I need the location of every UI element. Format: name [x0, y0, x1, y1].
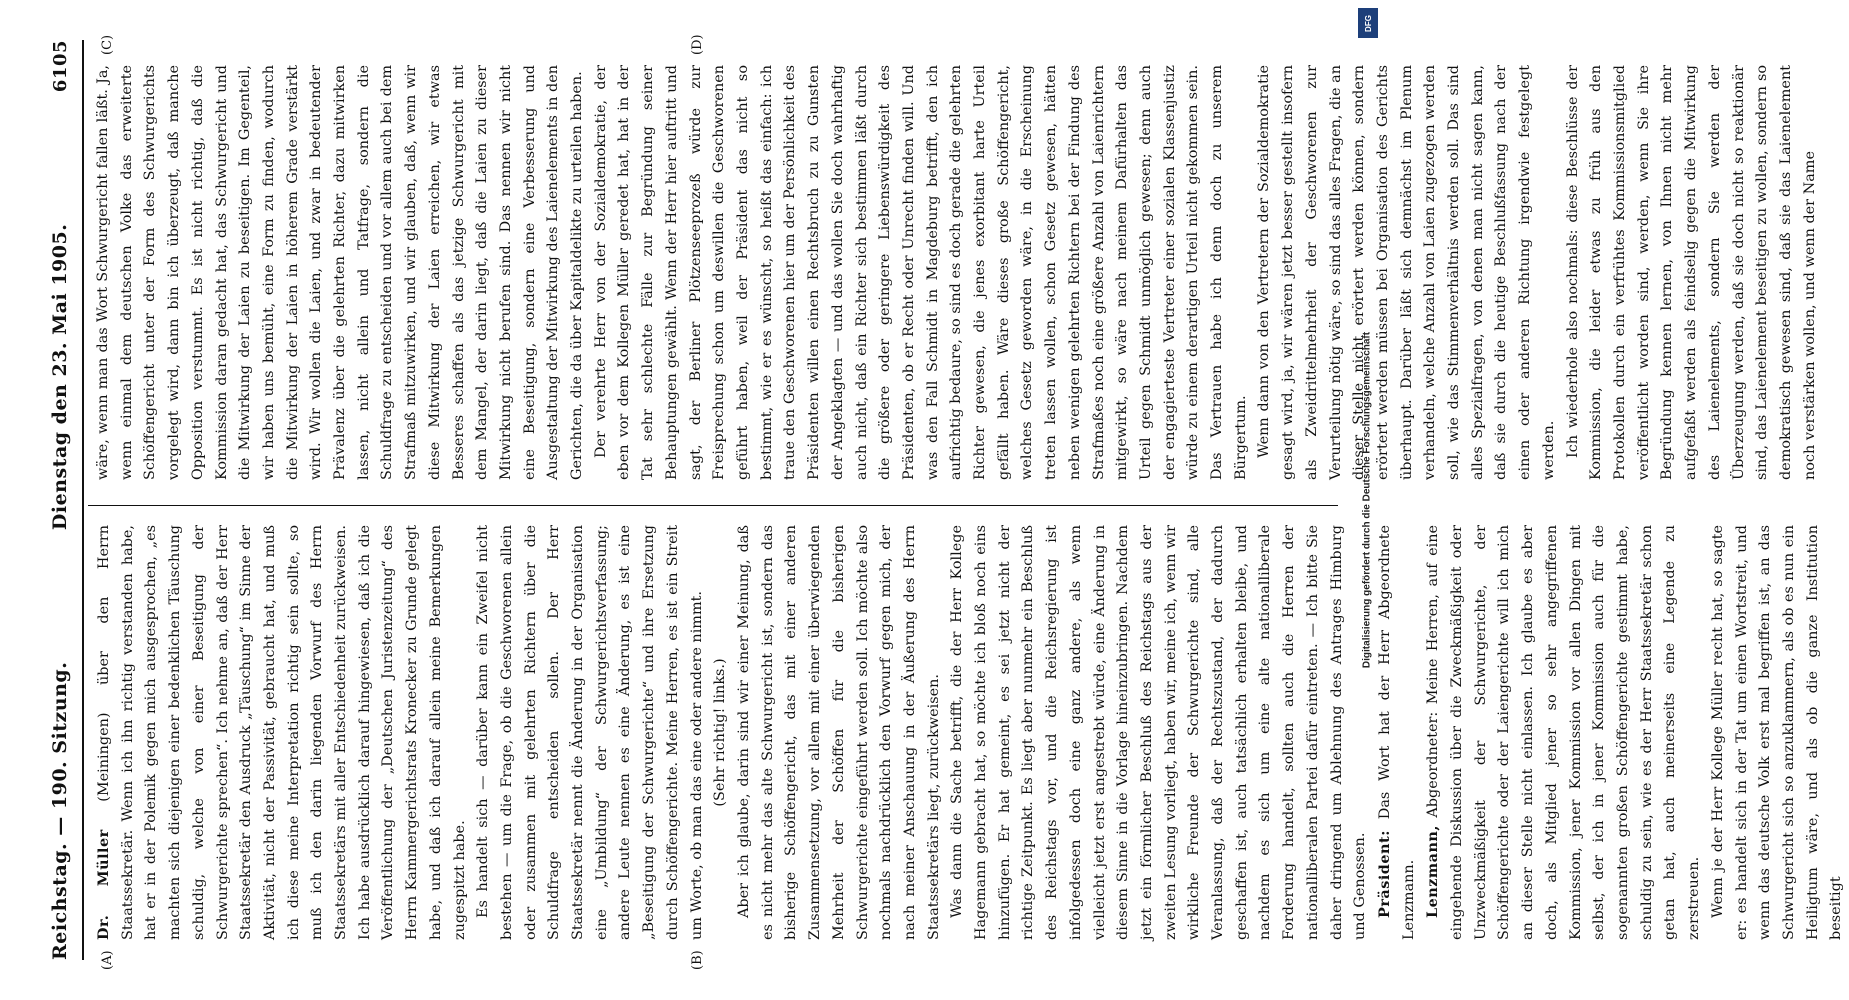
speaker-name: Dr. Müller [95, 829, 112, 940]
paragraph: Es handelt sich — darüber kann ein Zweifel nicht bestehen — um die Frage, ob die Geschworenen allein oder zusammen mit gelehrten Richtern über die Schuldfrage entscheiden sollen. Der Herr Staatssekretär nennt die Änderung in der Organisation eine „Umbildung“ der Schwurgerichtsverfassung; andere Leute nennen es eine Änderung, es ist eine „Beseitigung der Schwurgerichte“ und ihre Ersetzung durch Schöffengerichte. Meine Herren, es ist ein Streit um Worte, ob man das eine oder andere nimmt. [475, 525, 705, 940]
header-date: Dienstag den 23. Mai 1905. [49, 223, 71, 531]
left-column [92, 524, 1845, 940]
margin-mark-c: (C) [100, 34, 115, 55]
paragraph-text: Das Wort hat der Herr Abgeordnete Lenzmann. [1376, 524, 1417, 940]
speaker-name: Präsident: [1375, 830, 1393, 918]
paragraph: Wenn je der Herr Kollege Müller recht hat, so sagte er: es handelt sich in der Tat um einen Wortstreit, und wenn das deutsche Volk erst mal begriffen ist, an das Schwurgericht sich so anzuklammern, als ob es nun ein Heiligtum wäre, und als ob die ganze Institution beseitigt [1709, 525, 1845, 940]
reaction: (Sehr richtig! links.) [712, 658, 729, 807]
paragraph [1373, 525, 1421, 940]
digitization-credit [1359, 20, 1375, 980]
margin-mark-b: (B) [690, 950, 705, 970]
paragraph [92, 525, 472, 940]
paragraph: Was dann die Sache betrifft, die der Herr Kollege Hagemann gebracht hat, so möchte ich bloß noch eins hinzufügen. Er hat gemeint, es sei jetzt nicht der richtige Zeitpunkt. Es liegt aber nunmehr ein Beschluß des Reichstags vor, und die Reichsregierung ist infolgedessen doch eine ganz andere, als wenn vielleicht jetzt erst angestrebt würde, eine Änderung in diesem Sinne in die Vorlage hineinzubringen. Nachdem jetzt ein förmlicher Beschluß des Reichstags aus der zweiten Lesung vorliegt, haben wir, meine ich, wenn wir wirkliche Freunde der Schwurgerichte sind, alle Veranlassung, daß der Rechtszustand, der dadurch geschaffen ist, auch tatsächlich erhalten bleibe, und nachdem es sich um eine alte nationalliberale Forderung handelt, sollten auch die Herren der nationalliberalen Partei dafür eintreten. — Ich bitte Sie daher dringend um Ablehnung des Antrages Himburg und Genossen. [949, 525, 1369, 940]
right-column [92, 65, 1818, 480]
header-session: Reichstag. — 190. Sitzung. [49, 661, 71, 960]
paragraph [1421, 525, 1706, 940]
speaker-constituency: (Meiningen) [96, 712, 112, 802]
credit-text: Digitalisierung gefördert durch die Deutsche Forschungsgemeinschaft [1361, 331, 1373, 669]
speaker-name: Lenzmann, [1424, 825, 1442, 918]
page-header [40, 40, 80, 960]
column-divider [88, 505, 1338, 506]
paragraph-text: Abgeordneter: Meine Herren, auf eine eingehende Diskussion über die Zweckmäßigkeit oder Unzweckmäßigkeit der Schwurgerichte, der Schöffengerichte oder der Laiengerichte will ich mich an dieser Stelle nicht einlassen. Ich glaube es aber doch, als Mitglied jener so sehr angegriffenen Kommission, jener Kommission vor allen Dingen mit selbst, der ich in jener Kommission auch für die sogenannten großen Schöffengerichte gestimmt habe, schuldig zu sein, wie es der Herr Staatssekretär schon getan hat, auch meinerseits eine Legende zu zerstreuen. [1425, 525, 1703, 940]
paragraph-text: über den Herrn Staatssekretär. Wenn ich ihn richtig verstanden habe, hat er in der Polemik gegen mich ausgesprochen, „es machten sich diejenigen einer bedenklichen Täuschung schuldig, welche von einer Beseitigung der Schwurgerichte sprechen“. Ich nehme an, daß der Herr Staatssekretär den Ausdruck „Täuschung“ im Sinne der Aktivität, nicht der Passivität, gebraucht hat, und muß ich diese meine Interpretation richtig sein sollte, so muß ich den darin liegenden Vorwurf des Herrn Staatssekretärs mit aller Entschiedenheit zurückweisen. Ich habe ausdrücklich darauf hingewiesen, daß ich die Veröffentlichung der „Deutschen Juristenzeitung“ des Herrn Kammergerichtsrats Kronecker zu Grunde gelegt habe, und daß ich darauf allein meine Bemerkungen zugespitzt habe. [96, 525, 468, 940]
paragraph: Ich wiederhole also nochmals: diese Beschlüsse der Kommission, die leider etwas zu früh aus den Protokollen durch ein verfrühtes Kommissionsmitglied veröffentlicht worden sind, werden, wenn Sie ihre Begründung kennen lernen, von Ihnen nicht mehr aufgefaßt werden als feindselig gegen die Mitwirkung des Laienelements, sondern Sie werden der Überzeugung werden, daß sie doch nicht so reaktionär sind, das Laienelement beseitigen zu wollen, sondern so demokratisch gewesen sind, daß sie das Laienelement noch verstärken wollen, und wenn der Name [1564, 65, 1818, 480]
page-number: 6105 [49, 40, 71, 93]
header-rule [82, 40, 84, 960]
dfg-logo: DFG [1358, 8, 1378, 38]
paragraph: Aber ich glaube, darin sind wir einer Meinung, daß es nicht mehr das alte Schwurgericht ist, sondern das bisherige Schöffengericht, das mit einer anderen Zusammensetzung, vor allem mit einer überwiegenden Mehrheit der Schöffen für die bisherigen Schwurgerichte eingeführt werden soll. Ich möchte also nochmals nachdrücklich den Vorwurf gegen mich, der nach meiner Anschauung in der Äußerung des Herrn Staatssekretärs liegt, zurückweisen. [735, 525, 942, 940]
margin-mark-a: (A) [100, 950, 115, 970]
margin-mark-d: (D) [690, 34, 705, 55]
paragraph: Der verehrte Herr von der Sozialdemokratie, der eben vor dem Kollegen Müller geredet hat, hat in der Tat sehr schlechte Fälle zur Begründung seiner Behauptungen gewählt. Wenn der Herr hier auftritt und sagt, der Berliner Plötzenseeprozeß würde zur Freisprechung schon um deswillen die Geschworenen geführt haben, weil der Präsident das nicht so bestimmt, wie er es wünscht, so heißt das einfach: ich traue den Geschworenen hier um der Persönlichkeit des Präsidenten willen einen Rechtsbruch zu zu Gunsten der Angeklagten — und das wollen Sie doch wahrhaftig auch nicht, daß ein Richter sich bestimmen läßt durch die größere oder geringere Liebenswürdigkeit des Präsidenten, ob er Recht oder Unrecht finden will. Und was den Fall Schmidt in Magdeburg betrifft, den ich aufrichtig bedaure, so sind es doch gerade die gelehrten Richter gewesen, die jenes exorbitant harte Urteil gefällt haben. Wäre dieses große Schöffengericht, welches Gesetz geworden wäre, in die Erscheinung treten lassen wollen, schon Gesetz gewesen, hätten neben wenigen gelehrten Richtern bei der Findung des Strafmaßes noch eine größere Anzahl von Laienrichtern mitgewirkt, so wäre nach meinem Dafürhalten das Urteil gegen Schmidt unmöglich gewesen; denn auch der engagierteste Vertreter einer sozialen Klassenjustiz würde zu einem derartigen Urteil nicht gekommen sein. Das Vertrauen habe ich denn doch zu unserem Bürgertum. [592, 65, 1249, 480]
paragraph: wäre, wenn man das Wort Schwurgericht fallen läßt. Ja, wenn einmal dem deutschen Volke das erweiterte Schöffengericht unter der Form des Schwurgerichts vorgelegt wird, dann bin ich überzeugt, daß manche Opposition verstummt. Es ist nicht richtig, daß die Kommission daran gedacht hat, das Schwurgericht und die Mitwirkung der Laien zu beseitigen. Im Gegenteil, wir haben uns bemüht, eine Form zu finden, wodurch die Mitwirkung der Laien in höherem Grade verstärkt wird. Wir wollen die Laien, und zwar in bedeutender Prävalenz über die gelehrten Richter, dazu mitwirken lassen, nicht allein und Tatfrage, sondern die Schuldfrage zu entscheiden und vor allem auch bei dem Strafmaß mitzuwirken, und wir glauben, daß, wenn wir diese Mitwirkung der Laien erreichen, wir etwas Besseres schaffen als das jetzige Schwurgericht mit dem Mangel, der darin liegt, daß die Laien zu dieser Mitwirkung nicht berufen sind. Das nennen wir nicht eine Beseitigung, sondern eine Verbesserung und Ausgestaltung der Mitwirkung des Laienelements in den Gerichten, die da über Kapitaldelikte zu urteilen haben. [95, 65, 586, 480]
paragraph: Wenn dann von den Vertretern der Sozialdemokratie gesagt wird, ja, wir wären jetzt besser gestellt insofern als Zweidrittelmehrheit der Geschworenen zur Verurteilung nötig wäre, so sind das alles Fragen, die an dieser Stelle nicht erörtert werden können, sondern erörtert werden müssen bei Organisation des Gerichts überhaupt. Darüber läßt sich demnächst im Plenum verhandeln, welche Anzahl von Laien zugezogen werden soll, wie das Stimmenverhältnis werden soll. Das sind alles Spezialfragen, von denen man nicht sagen kann, daß sie durch die heutige Beschlußfassung nach der einen oder anderen Richtung irgendwie festgelegt werden. [1256, 65, 1557, 480]
